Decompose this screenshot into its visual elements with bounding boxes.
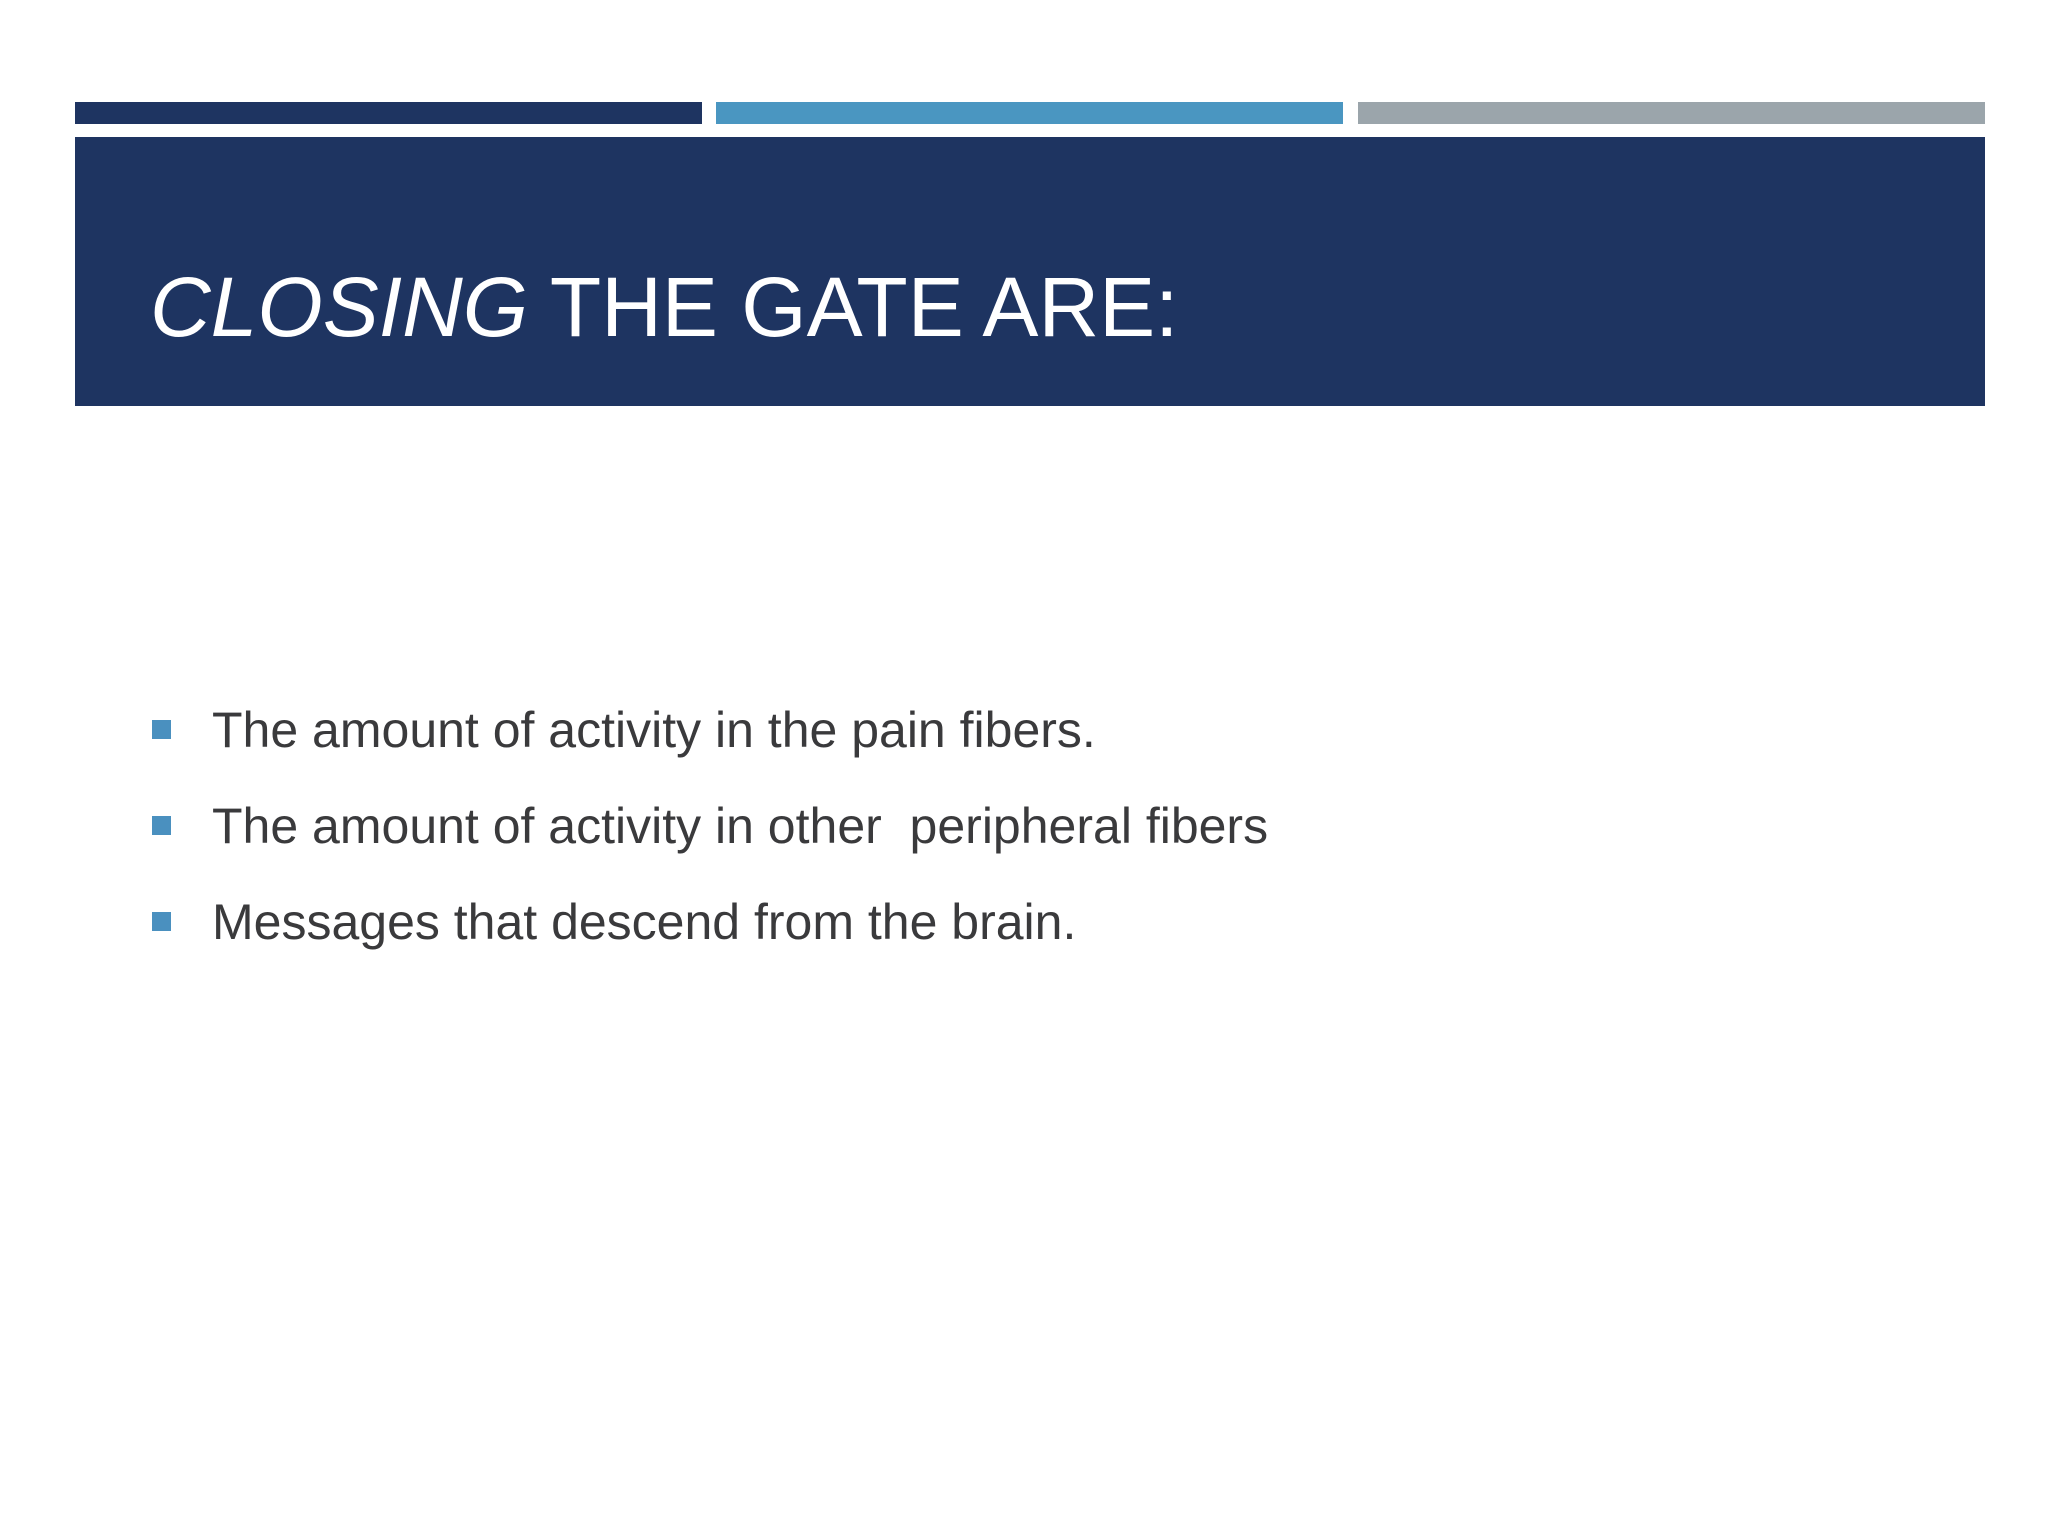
accent-bar-blue (716, 102, 1343, 124)
square-bullet-icon (152, 816, 171, 835)
bullet-text: Messages that descend from the brain. (212, 894, 1077, 950)
slide-title (150, 259, 1178, 355)
bullet-text: The amount of activity in the pain fibers. (212, 702, 1096, 758)
square-bullet-icon (152, 720, 171, 739)
slide-title-rest: THE GATE ARE: (528, 260, 1179, 354)
accent-bar-gray (1358, 102, 1985, 124)
slide-title-emphasis: CLOSING (150, 260, 529, 354)
title-band (75, 137, 1985, 406)
accent-bar-dark (75, 102, 702, 124)
bullet-text: The amount of activity in other peripheral fibers (212, 798, 1269, 854)
square-bullet-icon (152, 912, 171, 931)
